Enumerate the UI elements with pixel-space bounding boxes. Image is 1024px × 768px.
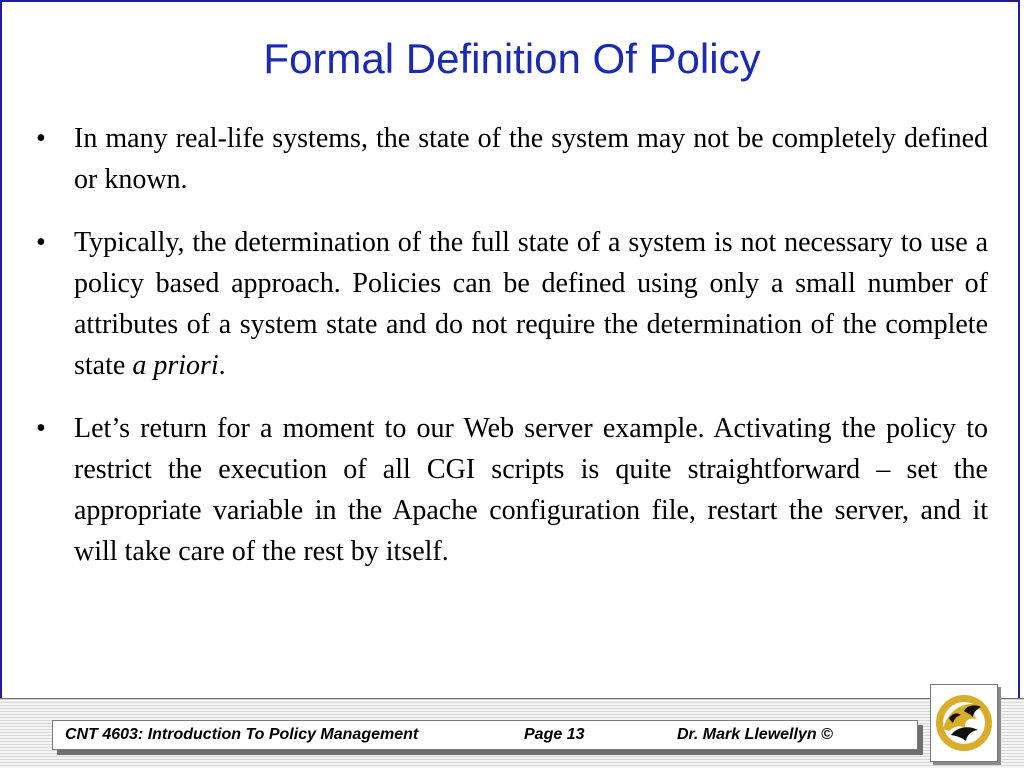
bullet-marker: • bbox=[36, 227, 46, 258]
bullet-list bbox=[36, 118, 988, 594]
bullet-text: Typically, the determination of the full state of a system is not necessary to use a policy based approach. Policies can be defined using only a small number of attributes of a system state and do not require the determination of the complete state bbox=[74, 227, 988, 381]
logo-box bbox=[930, 684, 998, 762]
bullet-item-1 bbox=[36, 118, 988, 200]
bullet-marker: • bbox=[36, 413, 46, 444]
bullet-suffix: . bbox=[218, 350, 226, 381]
bullet-item-2 bbox=[36, 222, 988, 386]
bullet-item-3 bbox=[36, 408, 988, 572]
bullet-text: Let’s return for a moment to our Web server example. Activating the policy to restrict the execution of all CGI scripts is quite straightforward – set the appropriate variable in the Apache configuration file, restart the server, and it will take care of the rest by itself. bbox=[74, 413, 988, 567]
footer-author: Dr. Mark Llewellyn © bbox=[677, 726, 833, 743]
pegasus-logo-icon bbox=[933, 691, 995, 755]
footer-bar bbox=[52, 720, 918, 750]
footer-page-number: Page 13 bbox=[524, 726, 585, 743]
bullet-marker: • bbox=[36, 123, 46, 154]
footer-course-title: CNT 4603: Introduction To Policy Management bbox=[65, 726, 419, 743]
bullet-emphasis: a priori bbox=[132, 350, 219, 381]
bullet-text: In many real-life systems, the state of the system may not be completely defined or known. bbox=[74, 123, 988, 195]
slide-title: Formal Definition Of Policy bbox=[263, 35, 761, 82]
